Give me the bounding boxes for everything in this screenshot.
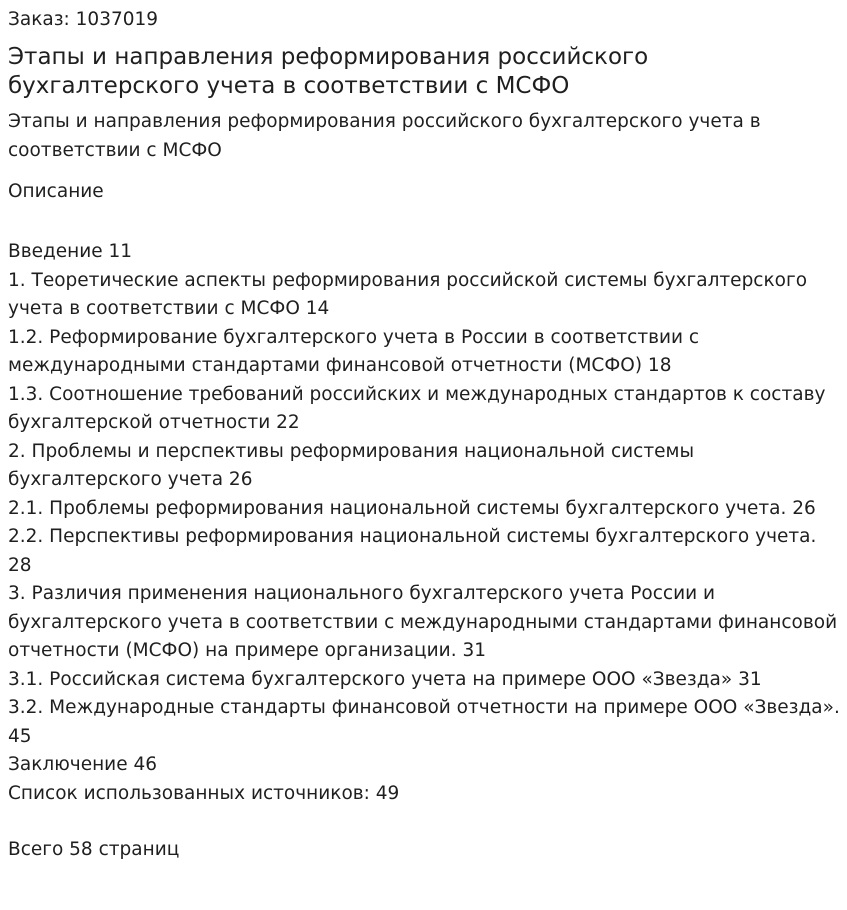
order-number: Заказ: 1037019 (8, 9, 159, 30)
description-heading: Описание (8, 181, 104, 202)
toc-item-references: Список использованных источников: 49 (8, 782, 400, 804)
toc-item-3-1: 3.1. Российская система бухгалтерского учета на примере ООО «Звезда» 31 (8, 668, 762, 690)
toc-item-1: 1. Теоретические аспекты реформирования российской системы бухгалтерского учета в соответствии с МСФО 14 (8, 269, 808, 319)
toc-item-3-2: 3.2. Международные стандарты финансовой отчетности на примере ООО «Звезда». 45 (8, 697, 840, 747)
table-of-contents (8, 238, 843, 808)
toc-item-1-2: 1.2. Реформирование бухгалтерского учета в России в соответствии с международными стандартами финансовой отчетности (МСФО) 18 (8, 326, 700, 376)
toc-item-2-1: 2.1. Проблемы реформирования национальной системы бухгалтерского учета. 26 (8, 497, 816, 519)
toc-item-2-2: 2.2. Перспективы реформирования национальной системы бухгалтерского учета. 28 (8, 526, 817, 576)
page-subtitle: Этапы и направления реформирования российского бухгалтерского учета в соответствии с МСФО (8, 111, 761, 161)
toc-item-3: 3. Различия применения национального бухгалтерского учета России и бухгалтерского учета в соответствии с международными стандартами финансовой отчетности (МСФО) на примере организации. 31 (8, 583, 838, 661)
total-pages: Всего 58 страниц (8, 839, 180, 860)
toc-item-conclusion: Заключение 46 (8, 754, 158, 775)
toc-item-2: 2. Проблемы и перспективы реформирования национальной системы бухгалтерского учета 26 (8, 440, 695, 490)
page-title: Этапы и направления реформирования российского бухгалтерского учета в соответствии с МСФО (8, 44, 649, 99)
toc-item-1-3: 1.3. Соотношение требований российских и международных стандартов к составу бухгалтерской отчетности 22 (8, 383, 826, 433)
toc-item-intro: Введение 11 (8, 241, 133, 262)
